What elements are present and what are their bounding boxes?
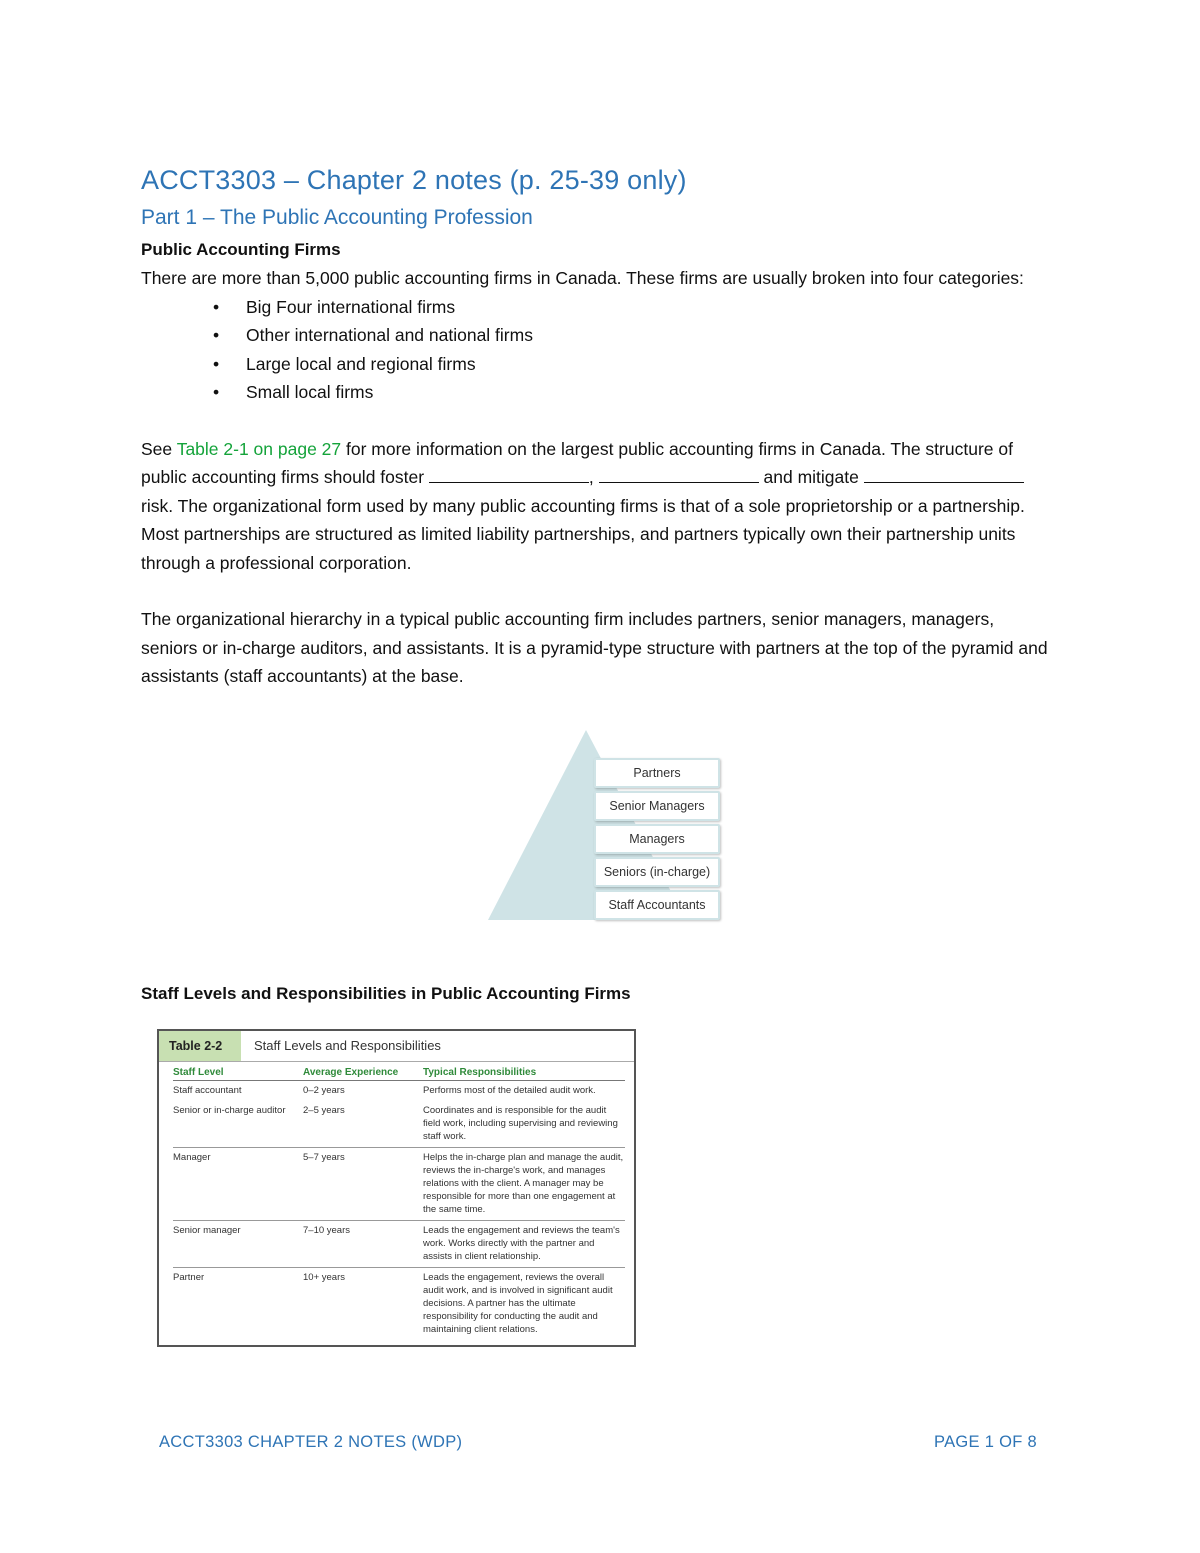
intro-paragraph: There are more than 5,000 public accounting firms in Canada. These firms are usually broken into four categories:: [141, 268, 1024, 288]
pyramid-level-seniors: Seniors (in-charge): [594, 857, 720, 887]
fill-in-blank: [429, 464, 589, 483]
hierarchy-pyramid: [486, 728, 726, 924]
table-row: Manager 5–7 years Helps the in-charge plan and manage the audit, reviews the in-charge's work, and manages relations with the client. A manager may be responsible for more than one engagement at the same time.: [173, 1148, 625, 1221]
column-header: Typical Responsibilities: [423, 1067, 625, 1081]
part-subtitle: Part 1 – The Public Accounting Profession: [141, 206, 533, 229]
table-2-1-link[interactable]: Table 2-1 on page 27: [176, 438, 342, 459]
firm-categories-list: [141, 293, 1051, 407]
table-row: Senior or in-charge auditor 2–5 years Coordinates and is responsible for the audit field work, including supervising and reviewing staff work.: [173, 1101, 625, 1148]
column-header: Staff Level: [173, 1067, 303, 1081]
table-label: Table 2-2: [159, 1031, 241, 1061]
footer-page-number: PAGE 1 OF 8: [934, 1433, 1037, 1451]
pyramid-level-managers: Managers: [594, 824, 720, 854]
pyramid-level-staff-accountants: Staff Accountants: [594, 890, 720, 920]
table-row: Senior manager 7–10 years Leads the engagement and reviews the team's work. Works directly with the partner and assists in client relationship.: [173, 1221, 625, 1268]
column-header: Average Experience: [303, 1067, 423, 1081]
structure-paragraph: See Table 2-1 on page 27 for more information on the largest public accounting firms in Canada. The structure of public accounting firms should foster , and mitigate risk. The organizational form used by many public accounting firms is that of a sole proprietorship or a partnership. Most partnerships are structured as limited liability partnerships, and partners typically own their partnership units through a professional corporation.: [141, 438, 1025, 573]
table-header-bar: [159, 1031, 634, 1062]
hierarchy-paragraph: The organizational hierarchy in a typical public accounting firm includes partners, senior managers, managers, seniors or in-charge auditors, and assistants. It is a pyramid-type structure with partners at the top of the pyramid and assistants (staff accountants) at the base.: [141, 609, 1048, 686]
pyramid-level-partners: Partners: [594, 758, 720, 788]
section-heading-staff-levels: Staff Levels and Responsibilities in Public Accounting Firms: [141, 984, 631, 1003]
document-body: [141, 165, 1051, 691]
list-item: • Big Four international firms: [213, 293, 1051, 322]
list-item: • Other international and national firms: [213, 321, 1051, 350]
list-item: • Large local and regional firms: [213, 350, 1051, 379]
footer-document-name: ACCT3303 CHAPTER 2 NOTES (WDP): [159, 1433, 463, 1451]
table-row: Partner 10+ years Leads the engagement, reviews the overall audit work, and is involved in significant audit decisions. A partner has the ultimate responsibility for conducting the audit and maintaining client relations.: [173, 1272, 613, 1335]
table-row: Staff accountant 0–2 years Performs most of the detailed audit work.: [173, 1085, 596, 1096]
document-title: ACCT3303 – Chapter 2 notes (p. 25-39 only): [141, 165, 687, 195]
pyramid-level-senior-managers: Senior Managers: [594, 791, 720, 821]
responsibilities-table: [173, 1067, 625, 1340]
list-item: • Small local firms: [213, 378, 1051, 407]
section-heading-public-accounting-firms: Public Accounting Firms: [141, 240, 341, 259]
staff-levels-table: [157, 1029, 636, 1347]
fill-in-blank: [864, 464, 1024, 483]
table-title: Staff Levels and Responsibilities: [254, 1038, 441, 1053]
fill-in-blank: [599, 464, 759, 483]
